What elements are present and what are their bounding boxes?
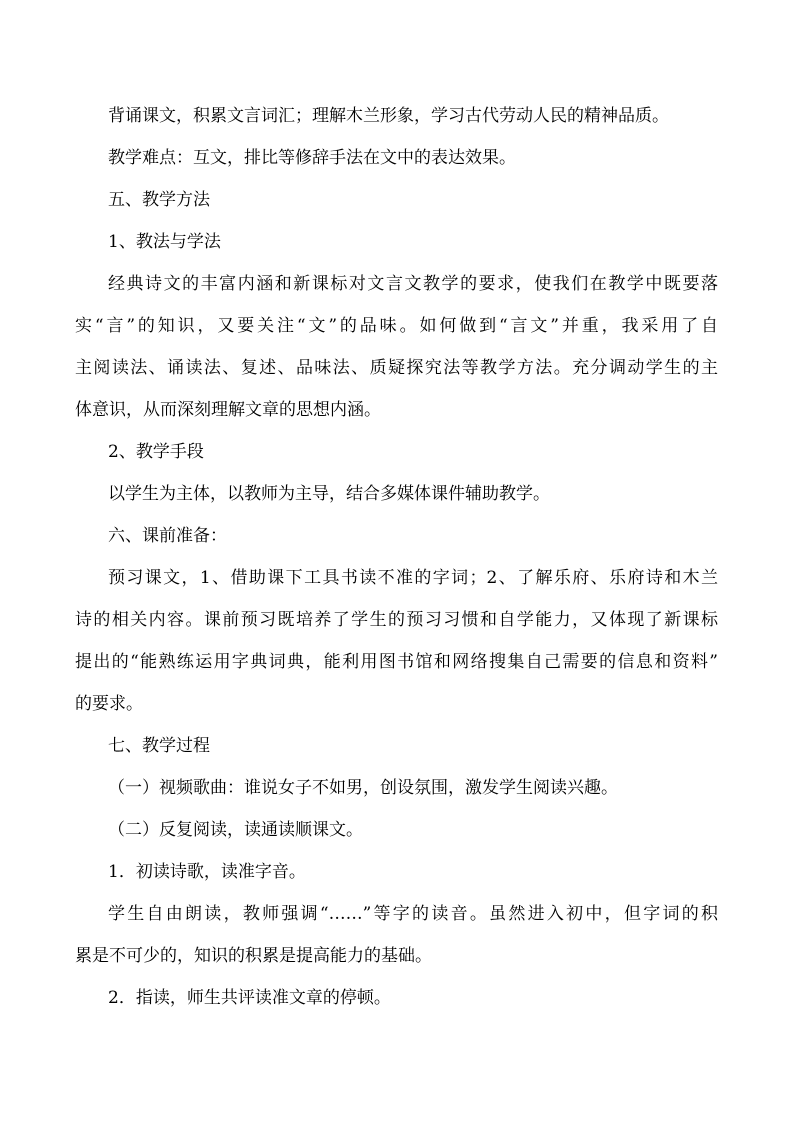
subsection-heading: （二）反复阅读，读通读顺课文。 (108, 820, 363, 840)
step-heading: 1．初读诗歌，读准字音。 (108, 862, 306, 882)
paragraph-line: 提出的“能熟练运用字典词典，能利用图书馆和网络搜集自己需要的信息和资料” (75, 652, 718, 672)
step-heading: 2．指读，师生共评读准文章的停顿。 (108, 988, 391, 1008)
paragraph-line: 主阅读法、诵读法、复述、品味法、质疑探究法等教学方法。充分调动学生的主 (75, 358, 718, 378)
paragraph-line: 体意识，从而深刻理解文章的思想内涵。 (75, 400, 381, 420)
subsection-heading: （一）视频歌曲：谁说女子不如男，创设氛围，激发学生阅读兴趣。 (108, 778, 618, 798)
paragraph-line: 诗的相关内容。课前预习既培养了学生的预习习惯和自学能力，又体现了新课标 (75, 610, 718, 630)
paragraph-line: 经典诗文的丰富内涵和新课标对文言文教学的要求，使我们在教学中既要落 (108, 274, 718, 294)
section-heading: 五、教学方法 (108, 190, 210, 210)
paragraph-line: 累是不可少的，知识的积累是提高能力的基础。 (75, 946, 432, 966)
paragraph-line: 预习课文，1、借助课下工具书读不准的字词；2、了解乐府、乐府诗和木兰 (108, 568, 718, 588)
subsection-heading: 1、教法与学法 (108, 232, 221, 252)
paragraph-line: 的要求。 (75, 694, 143, 714)
paragraph-line: 实“言”的知识，又要关注“文”的品味。如何做到“言文”并重，我采用了自 (75, 316, 718, 336)
paragraph-line: 教学难点：互文，排比等修辞手法在文中的表达效果。 (108, 148, 516, 168)
paragraph-line: 以学生为主体，以教师为主导，结合多媒体课件辅助教学。 (108, 484, 550, 504)
paragraph-line: 背诵课文，积累文言词汇；理解木兰形象，学习古代劳动人民的精神品质。 (108, 106, 669, 126)
section-heading: 七、教学过程 (108, 736, 210, 756)
subsection-heading: 2、教学手段 (108, 442, 204, 462)
section-heading: 六、课前准备： (108, 526, 227, 546)
paragraph-line: 学生自由朗读，教师强调“……”等字的读音。虽然进入初中，但字词的积 (108, 904, 718, 924)
